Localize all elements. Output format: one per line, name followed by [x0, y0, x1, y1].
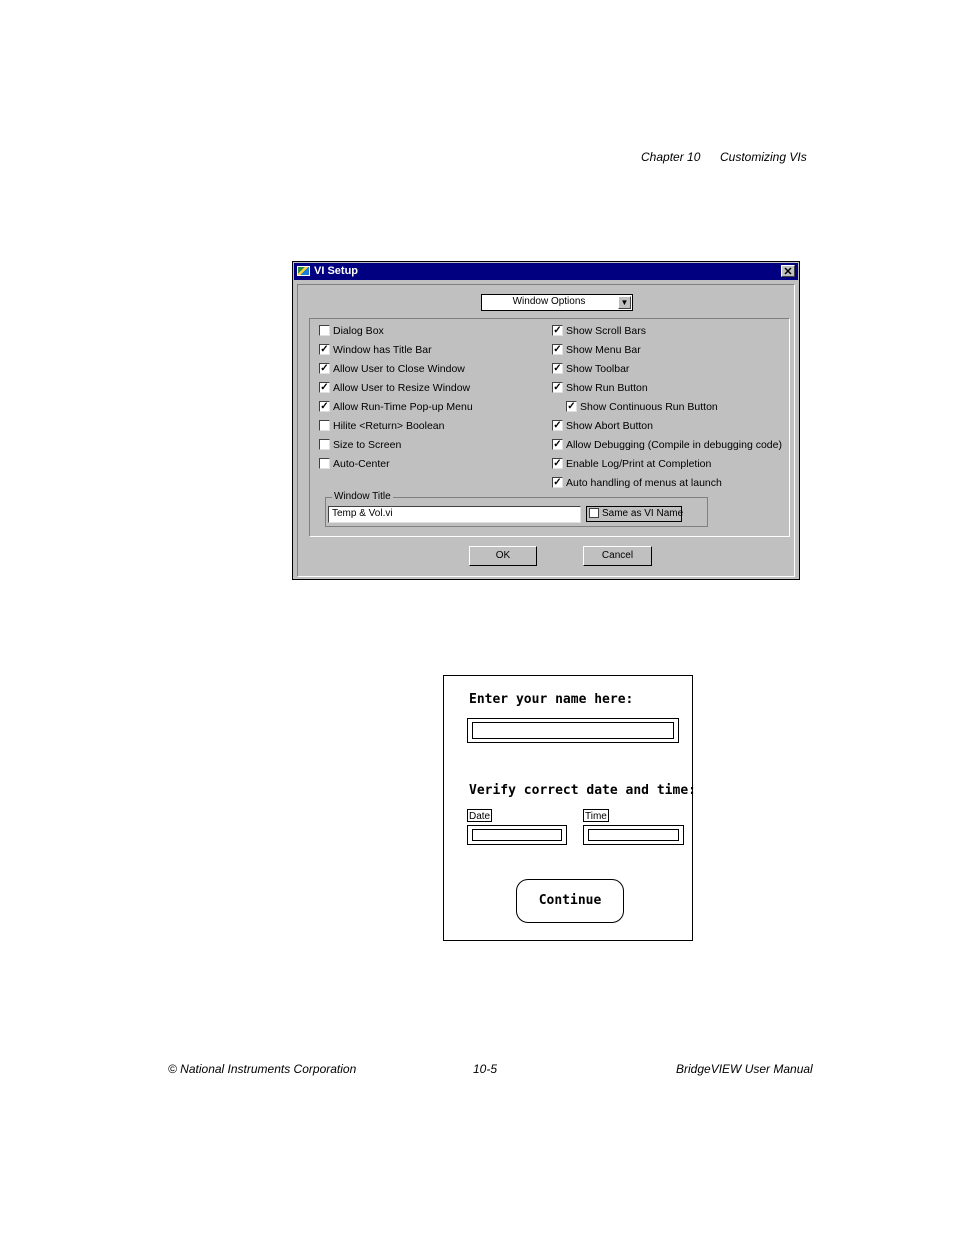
checkbox-mark — [319, 458, 330, 469]
checkbox-mark: ✓ — [553, 363, 562, 374]
page-header — [0, 150, 954, 166]
checkbox-hilite-return[interactable] — [319, 420, 445, 434]
checkbox-mark — [319, 325, 330, 336]
chapter-label: Chapter 10 — [641, 150, 701, 164]
checkbox-allow-popup-menu[interactable] — [319, 401, 473, 415]
options-group — [309, 318, 790, 537]
checkbox-mark: ✓ — [553, 382, 562, 393]
chevron-down-icon[interactable]: ▼ — [618, 296, 631, 309]
checkbox-dialog-box[interactable] — [319, 325, 384, 339]
front-panel — [443, 675, 696, 941]
date-input-inner — [472, 829, 562, 841]
checkbox-label: Allow Run-Time Pop-up Menu — [333, 401, 473, 413]
checkbox-show-scroll-bars[interactable] — [552, 325, 646, 339]
checkbox-mark: ✓ — [320, 363, 329, 374]
page-footer — [0, 1062, 954, 1078]
checkbox-mark — [589, 508, 599, 518]
checkbox-label: Show Menu Bar — [566, 344, 641, 356]
checkbox-mark — [319, 439, 330, 450]
checkbox-allow-resize[interactable] — [319, 382, 470, 396]
checkbox-mark: ✓ — [567, 401, 576, 412]
checkbox-enable-log-print[interactable] — [552, 458, 711, 472]
checkbox-mark: ✓ — [320, 382, 329, 393]
checkbox-mark: ✓ — [320, 401, 329, 412]
window-title-input[interactable]: Temp & Vol.vi — [328, 506, 581, 523]
checkbox-auto-handling-menus[interactable] — [552, 477, 722, 491]
cancel-button[interactable]: Cancel — [583, 546, 652, 566]
checkbox-allow-debugging[interactable] — [552, 439, 782, 453]
date-label: Date — [469, 811, 491, 822]
dialog-client — [297, 284, 795, 577]
checkbox-label: Auto handling of menus at launch — [566, 477, 722, 489]
checkbox-allow-close[interactable] — [319, 363, 465, 377]
window-title-label: Window Title — [334, 491, 391, 502]
section-label: Customizing VIs — [720, 150, 807, 164]
checkbox-label: Hilite <Return> Boolean — [333, 420, 445, 432]
checkbox-mark: ✓ — [553, 420, 562, 431]
checkbox-show-continuous-run[interactable] — [566, 401, 718, 415]
checkbox-mark: ✓ — [553, 477, 562, 488]
checkbox-same-as-vi-name[interactable] — [586, 506, 682, 522]
manual-title: BridgeVIEW User Manual — [676, 1062, 813, 1076]
checkbox-label: Allow User to Close Window — [333, 363, 465, 375]
checkbox-label: Same as VI Name — [602, 508, 684, 519]
checkbox-mark: ✓ — [553, 325, 562, 336]
checkbox-mark: ✓ — [320, 344, 329, 355]
close-icon[interactable]: ✕ — [781, 265, 795, 277]
name-input[interactable] — [467, 718, 679, 743]
ok-button[interactable]: OK — [469, 546, 537, 566]
continue-button[interactable]: Continue — [516, 879, 624, 923]
checkbox-label: Size to Screen — [333, 439, 402, 451]
checkbox-mark: ✓ — [553, 439, 562, 450]
checkbox-mark — [319, 420, 330, 431]
checkbox-label: Dialog Box — [333, 325, 384, 337]
time-label: Time — [585, 811, 607, 822]
page-number: 10-5 — [473, 1062, 498, 1076]
name-input-inner — [472, 722, 674, 739]
options-dropdown[interactable] — [481, 294, 633, 311]
checkbox-label: Show Abort Button — [566, 420, 653, 432]
checkbox-label: Window has Title Bar — [333, 344, 432, 356]
verify-prompt: Verify correct date and time: — [469, 783, 696, 798]
checkbox-label: Allow User to Resize Window — [333, 382, 471, 394]
time-input[interactable] — [583, 825, 684, 845]
checkbox-auto-center[interactable] — [319, 458, 390, 472]
checkbox-label: Show Toolbar — [566, 363, 630, 375]
checkbox-show-abort-button[interactable] — [552, 420, 653, 434]
copyright: © National Instruments Corporation — [168, 1062, 357, 1076]
dialog-title: VI Setup — [314, 265, 359, 277]
checkbox-size-to-screen[interactable] — [319, 439, 401, 453]
date-input[interactable] — [467, 825, 567, 845]
checkbox-label: Show Continuous Run Button — [580, 401, 718, 413]
checkbox-mark: ✓ — [553, 458, 562, 469]
checkbox-window-has-title-bar[interactable] — [319, 344, 432, 358]
checkbox-label: Show Scroll Bars — [566, 325, 646, 337]
checkbox-label: Show Run Button — [566, 382, 648, 394]
checkbox-show-menu-bar[interactable] — [552, 344, 641, 358]
dropdown-value: Window Options — [512, 296, 586, 307]
checkbox-label: Allow Debugging (Compile in debugging code) — [566, 439, 782, 451]
time-input-inner — [588, 829, 679, 841]
name-prompt: Enter your name here: — [469, 692, 634, 707]
checkbox-label: Enable Log/Print at Completion — [566, 458, 712, 470]
checkbox-label: Auto-Center — [333, 458, 390, 470]
checkbox-mark: ✓ — [553, 344, 562, 355]
vi-setup-dialog — [292, 261, 800, 580]
checkbox-show-toolbar[interactable] — [552, 363, 629, 377]
dialog-title-bar[interactable] — [294, 263, 798, 280]
checkbox-show-run-button[interactable] — [552, 382, 648, 396]
app-icon — [297, 266, 310, 276]
